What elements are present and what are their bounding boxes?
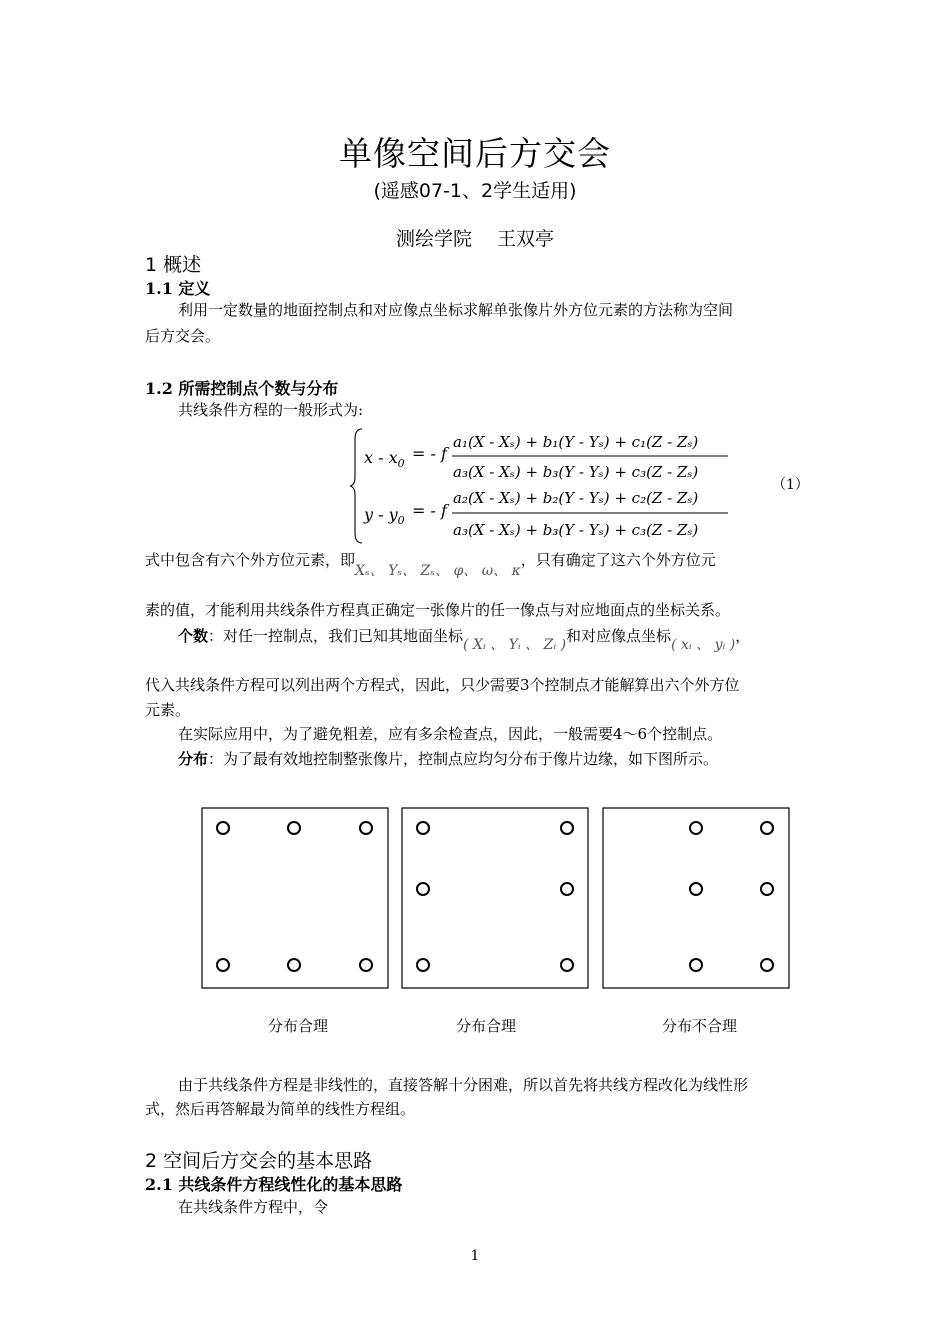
practice-paragraph: 在实际应用中，为了避免粗差，应有多余检查点，因此，一般需要4～6个控制点。 (178, 725, 723, 743)
photo-frame-2 (402, 808, 588, 988)
control-point (561, 822, 573, 834)
page-title: 单像空间后方交会 (339, 134, 611, 173)
control-point (761, 822, 773, 834)
caption-1: 分布合理 (268, 1017, 329, 1035)
definition-line-1: 利用一定数量的地面控制点和对应像点坐标求解单张像片外方位元素的方法称为空间 (178, 301, 734, 319)
equation-number: （1） (772, 477, 809, 493)
distribution-paragraph: 分布：为了最有效地控制整张像片，控制点应均匀分布于像片边缘，如下图所示。 (178, 750, 719, 768)
control-point (690, 959, 702, 971)
control-point (761, 883, 773, 895)
collinearity-equation (350, 425, 740, 547)
count-label: 个数 (178, 627, 209, 645)
section-1-heading: 1 概述 (145, 254, 202, 276)
eq-lhs-1: x - $x_0$ (364, 448, 405, 470)
eq-numerator-1: a₁(X - Xₛ) + b₁(Y - Yₛ) + c₁(Z - Zₛ) (453, 433, 699, 451)
elements-line-2: 素的值，才能利用共线条件方程真正确定一张像片的任一像点与对应地面点的坐标关系。 (145, 601, 731, 619)
elements-math: Xₛ、 Yₛ、 Zₛ、 φ、 ω、 κ (355, 563, 521, 579)
control-point (561, 883, 573, 895)
photo-frame-1 (202, 808, 388, 988)
section-1-1-heading: 1.1 定义 (145, 279, 211, 298)
distribution-label: 分布 (178, 750, 209, 768)
eq-equals-2: = - f (412, 501, 447, 520)
nonlinear-line-1: 由于共线条件方程是非线性的，直接答解十分困难，所以首先将共线方程改化为线性形 (178, 1076, 749, 1094)
equation-brace (350, 429, 362, 543)
page-subtitle: (遥感07-1、2学生适用) (373, 180, 577, 202)
control-point (217, 959, 229, 971)
count-paragraph-line-2: 代入共线条件方程可以列出两个方程式，因此，只少需要3个控制点才能解算出六个外方位 (145, 676, 740, 694)
control-point (561, 959, 573, 971)
control-point-figure (195, 800, 795, 1000)
control-point (217, 822, 229, 834)
section-2-1-intro: 在共线条件方程中，令 (178, 1198, 329, 1216)
author-line: 测绘学院 王双亭 (395, 228, 555, 250)
definition-line-2: 后方交会。 (145, 327, 221, 345)
control-point (417, 959, 429, 971)
collinearity-intro: 共线条件方程的一般形式为: (178, 401, 364, 419)
nonlinear-line-2: 式，然后再答解最为简单的线性方程组。 (145, 1100, 416, 1118)
eq-denominator-1: a₃(X - Xₛ) + b₃(Y - Yₛ) + c₃(Z - Zₛ) (453, 463, 699, 481)
control-point (690, 883, 702, 895)
section-2-1-heading: 2.1 共线条件方程线性化的基本思路 (145, 1175, 403, 1194)
control-point (288, 959, 300, 971)
eq-numerator-2: a₂(X - Xₛ) + b₂(Y - Yₛ) + c₂(Z - Zₛ) (453, 489, 699, 507)
caption-3: 分布不合理 (662, 1017, 738, 1035)
elements-line-1: 式中包含有六个外方位元素，即Xₛ、 Yₛ、 Zₛ、 φ、 ω、 κ，只有确定了这六个外方位元 (145, 551, 716, 579)
control-point (417, 822, 429, 834)
control-point (417, 883, 429, 895)
control-point (761, 959, 773, 971)
count-paragraph-line-1: 个数：对任一控制点，我们已知其地面坐标( Xᵢ 、 Yᵢ 、 Zᵢ )和对应像点坐标( xᵢ 、 yᵢ )， (178, 627, 751, 653)
section-2-heading: 2 空间后方交会的基本思路 (145, 1150, 373, 1172)
page-number: 1 (470, 1248, 480, 1264)
eq-equals-1: = - f (412, 444, 447, 463)
image-coords-math: ( xᵢ 、 yᵢ ) (671, 637, 736, 653)
control-point (690, 822, 702, 834)
control-point (360, 822, 372, 834)
control-point (360, 959, 372, 971)
count-paragraph-line-3: 元素。 (145, 701, 191, 719)
ground-coords-math: ( Xᵢ 、 Yᵢ 、 Zᵢ ) (463, 637, 567, 653)
caption-2: 分布合理 (456, 1017, 517, 1035)
eq-lhs-2: y - $y_0$ (364, 505, 405, 527)
eq-denominator-2: a₃(X - Xₛ) + b₃(Y - Yₛ) + c₃(Z - Zₛ) (453, 521, 699, 539)
section-1-2-heading: 1.2 所需控制点个数与分布 (145, 379, 339, 398)
control-point (288, 822, 300, 834)
